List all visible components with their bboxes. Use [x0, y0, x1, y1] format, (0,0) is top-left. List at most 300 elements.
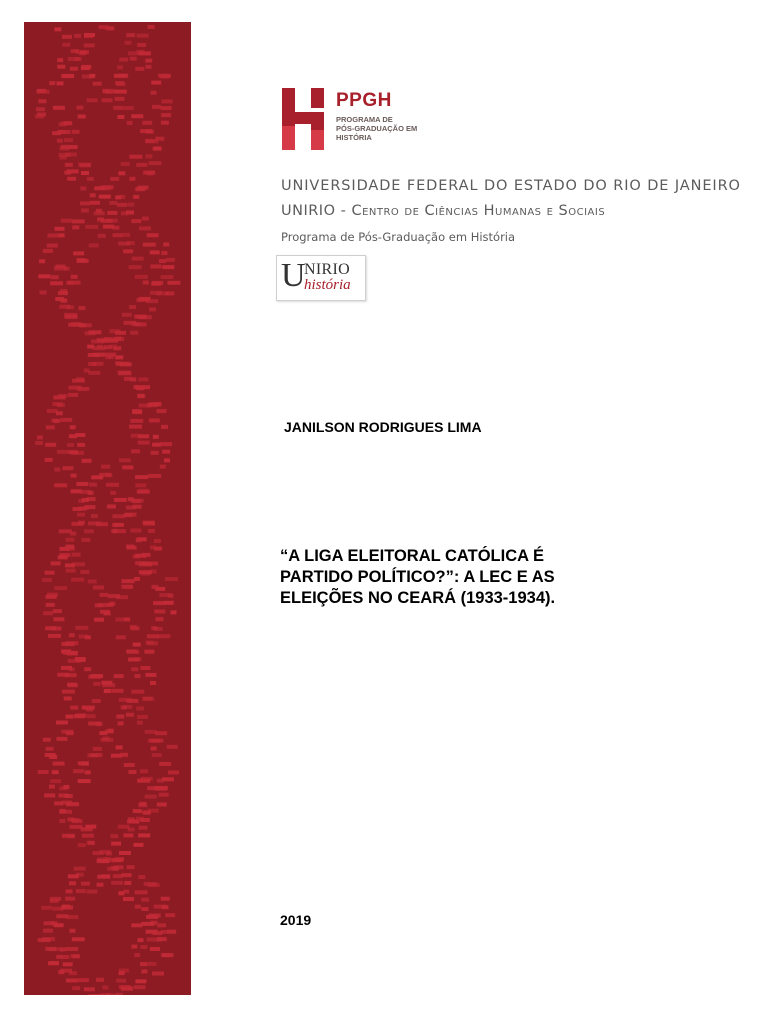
pattern-dash [143, 521, 155, 525]
pattern-dash [114, 74, 126, 78]
pattern-dash [120, 753, 128, 757]
pattern-dash [135, 322, 147, 326]
pattern-dash [147, 233, 159, 237]
pattern-dash [68, 323, 80, 327]
pattern-dash [64, 697, 72, 701]
pattern-dash [40, 291, 47, 295]
pattern-dash [168, 594, 174, 598]
ppgh-logo [282, 88, 418, 150]
pattern-dash [126, 33, 135, 37]
pattern-dash [38, 274, 50, 278]
pattern-dash [145, 59, 152, 63]
pattern-dash [133, 554, 140, 558]
pattern-dash [107, 211, 117, 215]
pattern-dash [131, 667, 138, 671]
pattern-dash [87, 98, 98, 102]
pattern-dash [140, 666, 150, 670]
pattern-dash [81, 171, 89, 175]
pattern-dash [59, 810, 72, 814]
pattern-dash [168, 770, 179, 774]
pattern-dash [117, 115, 124, 119]
pattern-dash [122, 106, 134, 110]
dna-pattern-graphic [24, 22, 191, 995]
pattern-dash [58, 291, 68, 295]
pattern-dash [129, 305, 136, 309]
pattern-dash [59, 819, 65, 823]
pattern-dash [78, 779, 91, 783]
center-name: UNIRIO - Centro de Ciências Humanas e Sociais [281, 203, 606, 219]
pattern-dash [68, 393, 78, 397]
pattern-dash [67, 169, 79, 173]
pattern-dash [54, 267, 67, 271]
pattern-dash [147, 962, 157, 966]
pattern-dash [138, 875, 145, 879]
pattern-dash [111, 842, 121, 846]
pattern-dash [64, 313, 77, 317]
pattern-dash [112, 337, 124, 341]
ppgh-subtitle-line: PROGRAMA DE [336, 115, 393, 124]
pattern-dash [158, 74, 171, 78]
pattern-dash [126, 649, 138, 653]
pattern-dash [138, 377, 148, 381]
pattern-dash [65, 163, 73, 167]
pattern-dash [65, 673, 77, 677]
pattern-dash [81, 882, 90, 886]
program-name: Programa de Pós-Graduação em História [281, 230, 516, 244]
pattern-dash [80, 570, 89, 574]
pattern-dash [154, 627, 163, 631]
pattern-dash [73, 507, 82, 511]
pattern-dash [54, 586, 67, 590]
pattern-dash [59, 529, 72, 533]
pattern-dash [50, 281, 63, 285]
pattern-dash [159, 762, 171, 766]
pattern-dash [80, 187, 86, 191]
pattern-dash [59, 233, 65, 237]
pattern-dash [42, 578, 52, 582]
pattern-dash [123, 321, 136, 325]
pattern-dash [87, 177, 94, 181]
pattern-dash [152, 443, 161, 447]
pattern-dash [141, 922, 154, 926]
pattern-dash [116, 745, 123, 749]
pattern-dash [159, 259, 166, 263]
pattern-dash [82, 459, 92, 463]
pattern-dash [60, 547, 70, 551]
pattern-dash [171, 610, 177, 614]
pattern-dash [78, 761, 89, 765]
pattern-dash [54, 923, 64, 927]
pattern-dash [141, 907, 148, 911]
pattern-dash [92, 699, 101, 703]
ppgh-subtitle [336, 115, 416, 142]
pattern-dash [48, 961, 59, 965]
pattern-dash [46, 603, 55, 607]
pattern-dash [147, 634, 159, 638]
pattern-dash [161, 275, 174, 279]
pattern-dash [138, 441, 150, 445]
pattern-dash [136, 706, 144, 710]
pattern-dash [66, 978, 78, 982]
pattern-dash [86, 707, 93, 711]
pattern-dash [71, 49, 79, 53]
pattern-dash [105, 603, 113, 607]
pattern-dash [140, 945, 147, 949]
pattern-dash [104, 611, 111, 615]
pattern-dash [142, 810, 151, 814]
pattern-dash [52, 770, 59, 774]
pattern-dash [75, 657, 86, 661]
pattern-dash [53, 617, 64, 621]
pattern-dash [121, 211, 128, 215]
pattern-dash [114, 498, 127, 502]
pattern-dash [93, 82, 102, 86]
pattern-dash [56, 737, 67, 741]
pattern-dash [105, 857, 111, 861]
pattern-dash [89, 483, 97, 487]
pattern-dash [131, 945, 137, 949]
pattern-dash [164, 458, 170, 462]
pattern-dash [81, 209, 89, 213]
pattern-dash [154, 610, 165, 614]
pattern-dash [96, 994, 102, 995]
pattern-dash [62, 35, 72, 39]
pattern-dash [114, 90, 127, 94]
pattern-dash [54, 468, 60, 472]
pattern-dash [101, 465, 110, 469]
pattern-dash [37, 435, 43, 439]
pattern-dash [102, 98, 113, 102]
pattern-dash [38, 99, 46, 103]
pattern-dash [66, 889, 73, 893]
pattern-dash [164, 601, 174, 605]
pattern-dash [133, 195, 139, 199]
pattern-dash [66, 915, 78, 919]
pattern-dash [123, 897, 134, 901]
pattern-dash [49, 785, 55, 789]
pattern-dash [69, 633, 75, 637]
pattern-dash [61, 649, 71, 653]
pattern-dash [107, 505, 116, 509]
pattern-dash [65, 538, 74, 542]
pattern-dash [135, 67, 144, 71]
pattern-dash [71, 489, 82, 493]
pattern-dash [110, 491, 116, 495]
pattern-dash [89, 243, 99, 247]
pattern-dash [145, 795, 157, 799]
pattern-dash [57, 81, 64, 85]
pattern-dash [66, 569, 76, 573]
pattern-dash [64, 121, 72, 125]
pattern-dash [101, 681, 112, 685]
pattern-dash [50, 627, 61, 631]
pattern-dash [62, 43, 70, 47]
pattern-dash [74, 34, 81, 38]
pattern-dash [137, 43, 146, 47]
pattern-dash [120, 362, 132, 366]
pattern-dash [72, 562, 85, 566]
pattern-dash [138, 489, 148, 493]
pattern-dash [128, 828, 135, 832]
pattern-dash [155, 146, 161, 150]
pattern-dash [61, 219, 72, 223]
pattern-dash [144, 882, 157, 886]
pattern-dash [161, 121, 169, 125]
pattern-dash [130, 331, 138, 335]
pattern-dash [66, 715, 74, 719]
unirio-logo-letter: U [281, 257, 306, 294]
pattern-dash [151, 747, 157, 751]
pattern-dash [147, 786, 157, 790]
pattern-dash [145, 641, 153, 645]
pattern-dash [70, 706, 78, 710]
pattern-dash [97, 883, 104, 887]
pattern-dash [114, 523, 124, 527]
pattern-dash [151, 265, 162, 269]
pattern-dash [130, 419, 143, 423]
pattern-dash [68, 874, 79, 878]
pattern-dash [122, 873, 132, 877]
pattern-dash [115, 618, 125, 622]
pattern-dash [119, 58, 128, 62]
pattern-dash [154, 905, 167, 909]
pattern-dash [53, 762, 65, 766]
pattern-dash [111, 881, 123, 885]
pattern-dash [36, 107, 45, 111]
pattern-dash [138, 803, 147, 807]
pattern-dash [88, 579, 97, 583]
pattern-dash [80, 323, 92, 327]
pattern-dash [136, 163, 147, 167]
pattern-dash [138, 434, 149, 438]
pattern-dash [138, 833, 150, 837]
pattern-dash [64, 138, 73, 142]
pattern-dash [123, 833, 133, 837]
pattern-dash [72, 937, 85, 941]
pattern-dash [84, 34, 93, 38]
pattern-dash [116, 595, 128, 599]
pattern-dash [131, 923, 142, 927]
pattern-dash [95, 603, 103, 607]
pattern-dash [165, 913, 175, 917]
pattern-dash [162, 450, 170, 454]
pattern-dash [65, 153, 77, 157]
pattern-dash [153, 931, 163, 935]
pattern-dash [139, 570, 152, 574]
pattern-dash [110, 834, 118, 838]
pattern-dash [88, 491, 94, 495]
pattern-dash [76, 482, 88, 486]
pattern-dash [45, 443, 56, 447]
pattern-dash [81, 65, 91, 69]
pattern-dash [70, 67, 78, 71]
pattern-dash [80, 201, 90, 205]
pattern-dash [127, 203, 134, 207]
pattern-dash [62, 690, 75, 694]
pattern-dash [143, 281, 149, 285]
pattern-dash [147, 938, 156, 942]
pattern-dash [139, 226, 151, 230]
pattern-dash [105, 473, 112, 477]
pattern-dash [76, 889, 86, 893]
pattern-dash [127, 865, 135, 869]
pattern-dash [58, 555, 68, 559]
ppgh-mark-icon [282, 88, 326, 150]
pattern-dash [161, 953, 170, 957]
pattern-dash [119, 195, 125, 199]
pattern-dash [71, 474, 77, 478]
pattern-dash [103, 225, 114, 229]
pattern-dash [124, 513, 133, 517]
pattern-dash [116, 979, 126, 983]
pattern-dash [157, 803, 167, 807]
pattern-dash [124, 881, 131, 885]
pattern-dash [137, 50, 145, 54]
pattern-dash [43, 738, 51, 742]
pattern-dash [122, 313, 132, 317]
pattern-dash [61, 666, 72, 670]
unirio-historia-logo [276, 255, 366, 301]
pattern-dash [119, 698, 132, 702]
pattern-dash [93, 851, 104, 855]
pattern-dash [85, 225, 98, 229]
pattern-dash [85, 635, 91, 639]
pattern-dash [126, 713, 134, 717]
pattern-dash [118, 242, 130, 246]
pattern-dash [70, 425, 76, 429]
pattern-dash [69, 145, 78, 149]
pattern-dash [53, 106, 65, 110]
pattern-dash [167, 745, 178, 749]
pattern-dash [122, 579, 135, 583]
pattern-dash [77, 513, 85, 517]
pattern-dash [103, 338, 110, 342]
pattern-dash [47, 244, 58, 248]
pattern-dash [49, 81, 55, 85]
pattern-dash [70, 825, 83, 829]
pattern-dash [105, 355, 111, 359]
pattern-dash [84, 529, 94, 533]
pattern-dash [67, 817, 74, 821]
pattern-dash [113, 233, 123, 237]
pattern-dash [165, 577, 178, 581]
pattern-dash [123, 249, 133, 253]
pattern-dash [61, 74, 72, 78]
pattern-dash [113, 106, 122, 110]
pattern-dash [119, 851, 131, 855]
thesis-title-line: ELEIÇÕES NO CEARÁ (1933-1934). [280, 589, 556, 607]
pattern-dash [48, 634, 61, 638]
pattern-dash [165, 291, 174, 295]
pattern-dash [101, 185, 114, 189]
pattern-dash [157, 923, 166, 927]
pattern-dash [112, 867, 118, 871]
pattern-dash [137, 715, 148, 719]
pattern-dash [58, 970, 64, 974]
pattern-dash [46, 425, 55, 429]
pattern-dash [117, 203, 127, 207]
pattern-dash [46, 747, 54, 751]
pattern-dash [56, 411, 63, 415]
pattern-dash [132, 410, 142, 414]
pattern-dash [55, 227, 65, 231]
pattern-dash [154, 539, 161, 543]
pattern-dash [145, 139, 158, 143]
pattern-dash [93, 362, 104, 366]
pattern-dash [119, 985, 131, 989]
pattern-dash [131, 449, 140, 453]
pattern-dash [130, 529, 141, 533]
pattern-dash [167, 930, 176, 934]
pattern-dash [37, 89, 46, 93]
pattern-dash [148, 474, 161, 478]
pattern-dash [39, 259, 45, 263]
pattern-dash [43, 249, 53, 253]
pattern-dash [67, 177, 76, 181]
pattern-dash [72, 130, 80, 134]
pattern-dash [57, 58, 63, 62]
pattern-dash [122, 233, 130, 237]
pattern-dash [153, 601, 165, 605]
pattern-dash [63, 962, 73, 966]
pattern-dash [127, 546, 137, 550]
pattern-dash [152, 972, 164, 976]
pattern-dash [78, 163, 91, 167]
pattern-dash [167, 281, 180, 285]
pattern-dash [103, 89, 115, 93]
pattern-dash [78, 499, 84, 503]
pattern-dash [51, 275, 59, 279]
pattern-dash [142, 553, 151, 557]
pattern-dash [57, 65, 65, 69]
ppgh-abbreviation: PPGH [336, 90, 392, 111]
decorative-side-band [24, 22, 191, 995]
pattern-dash [135, 905, 141, 909]
pattern-dash [87, 890, 98, 894]
pattern-dash [85, 825, 96, 829]
pattern-dash [57, 403, 65, 407]
pattern-dash [131, 690, 144, 694]
pattern-dash [62, 466, 73, 470]
pattern-dash [141, 777, 153, 781]
pattern-dash [84, 987, 95, 991]
pattern-dash [71, 275, 78, 279]
pattern-dash [65, 947, 78, 951]
pattern-dash [157, 634, 170, 638]
pattern-dash [151, 91, 157, 95]
pattern-dash [140, 769, 148, 773]
pattern-dash [166, 258, 175, 262]
pattern-dash [124, 377, 132, 381]
pattern-dash [110, 177, 119, 181]
pattern-dash [130, 626, 139, 630]
pattern-dash [160, 465, 166, 469]
pattern-dash [45, 458, 53, 462]
thesis-title [280, 546, 610, 609]
pattern-dash [109, 345, 117, 349]
pattern-dash [127, 121, 133, 125]
pattern-dash [104, 689, 111, 693]
pattern-dash [77, 443, 85, 447]
pattern-dash [35, 441, 43, 445]
pattern-dash [53, 609, 62, 613]
pattern-dash [146, 65, 152, 69]
pattern-dash [57, 139, 63, 143]
university-name: UNIVERSIDADE FEDERAL DO ESTADO DO RIO DE JANEIRO [281, 178, 741, 194]
pattern-dash [118, 721, 124, 725]
ppgh-subtitle-line: PÓS-GRADUAÇÃO EM [336, 124, 418, 133]
thesis-title-line: PARTIDO POLÍTICO?”: A LEC E AS [280, 568, 555, 586]
